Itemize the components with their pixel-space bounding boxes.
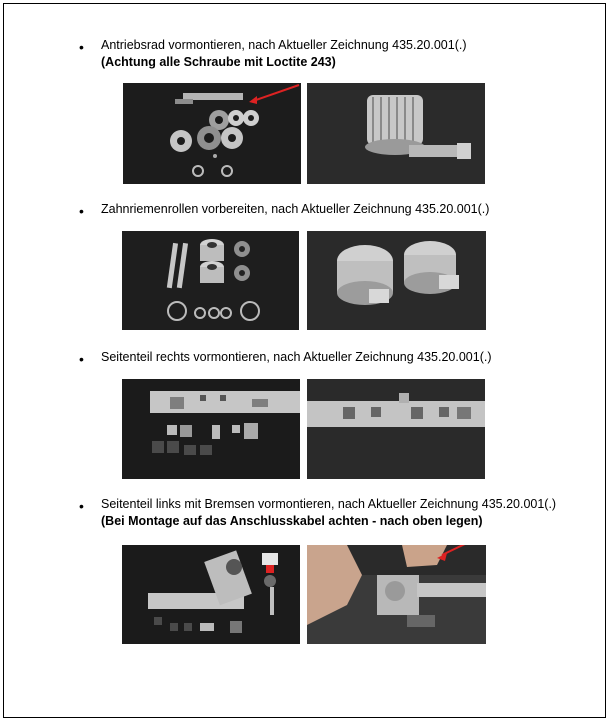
- pulley-parts-photo: [122, 231, 299, 330]
- right-side-assembled-photo: [307, 379, 485, 479]
- left-side-hands-photo: [307, 545, 486, 644]
- bullet: •: [79, 203, 84, 219]
- bullet: •: [79, 498, 84, 514]
- bullet: •: [79, 351, 84, 367]
- assembled-drive-wheel-photo: [307, 83, 485, 184]
- step-1-text: Antriebsrad vormontieren, nach Aktueller Zeichnung 435.20.001(.): [101, 38, 467, 52]
- step-1-note: (Achtung alle Schraube mit Loctite 243): [101, 55, 336, 69]
- parts-layout-photo: [123, 83, 301, 184]
- assembled-pulleys-photo: [307, 231, 486, 330]
- step-2-text: Zahnriemenrollen vorbereiten, nach Aktueller Zeichnung 435.20.001(.): [101, 202, 490, 216]
- left-side-parts-photo: [122, 545, 300, 644]
- right-side-parts-photo: [122, 379, 300, 479]
- step-4-note: (Bei Montage auf das Anschlusskabel achten - nach oben legen): [101, 514, 483, 528]
- bullet: •: [79, 39, 84, 55]
- step-4-text: Seitenteil links mit Bremsen vormontieren, nach Aktueller Zeichnung 435.20.001(.): [101, 497, 557, 511]
- step-3-text: Seitenteil rechts vormontieren, nach Aktueller Zeichnung 435.20.001(.): [101, 350, 492, 364]
